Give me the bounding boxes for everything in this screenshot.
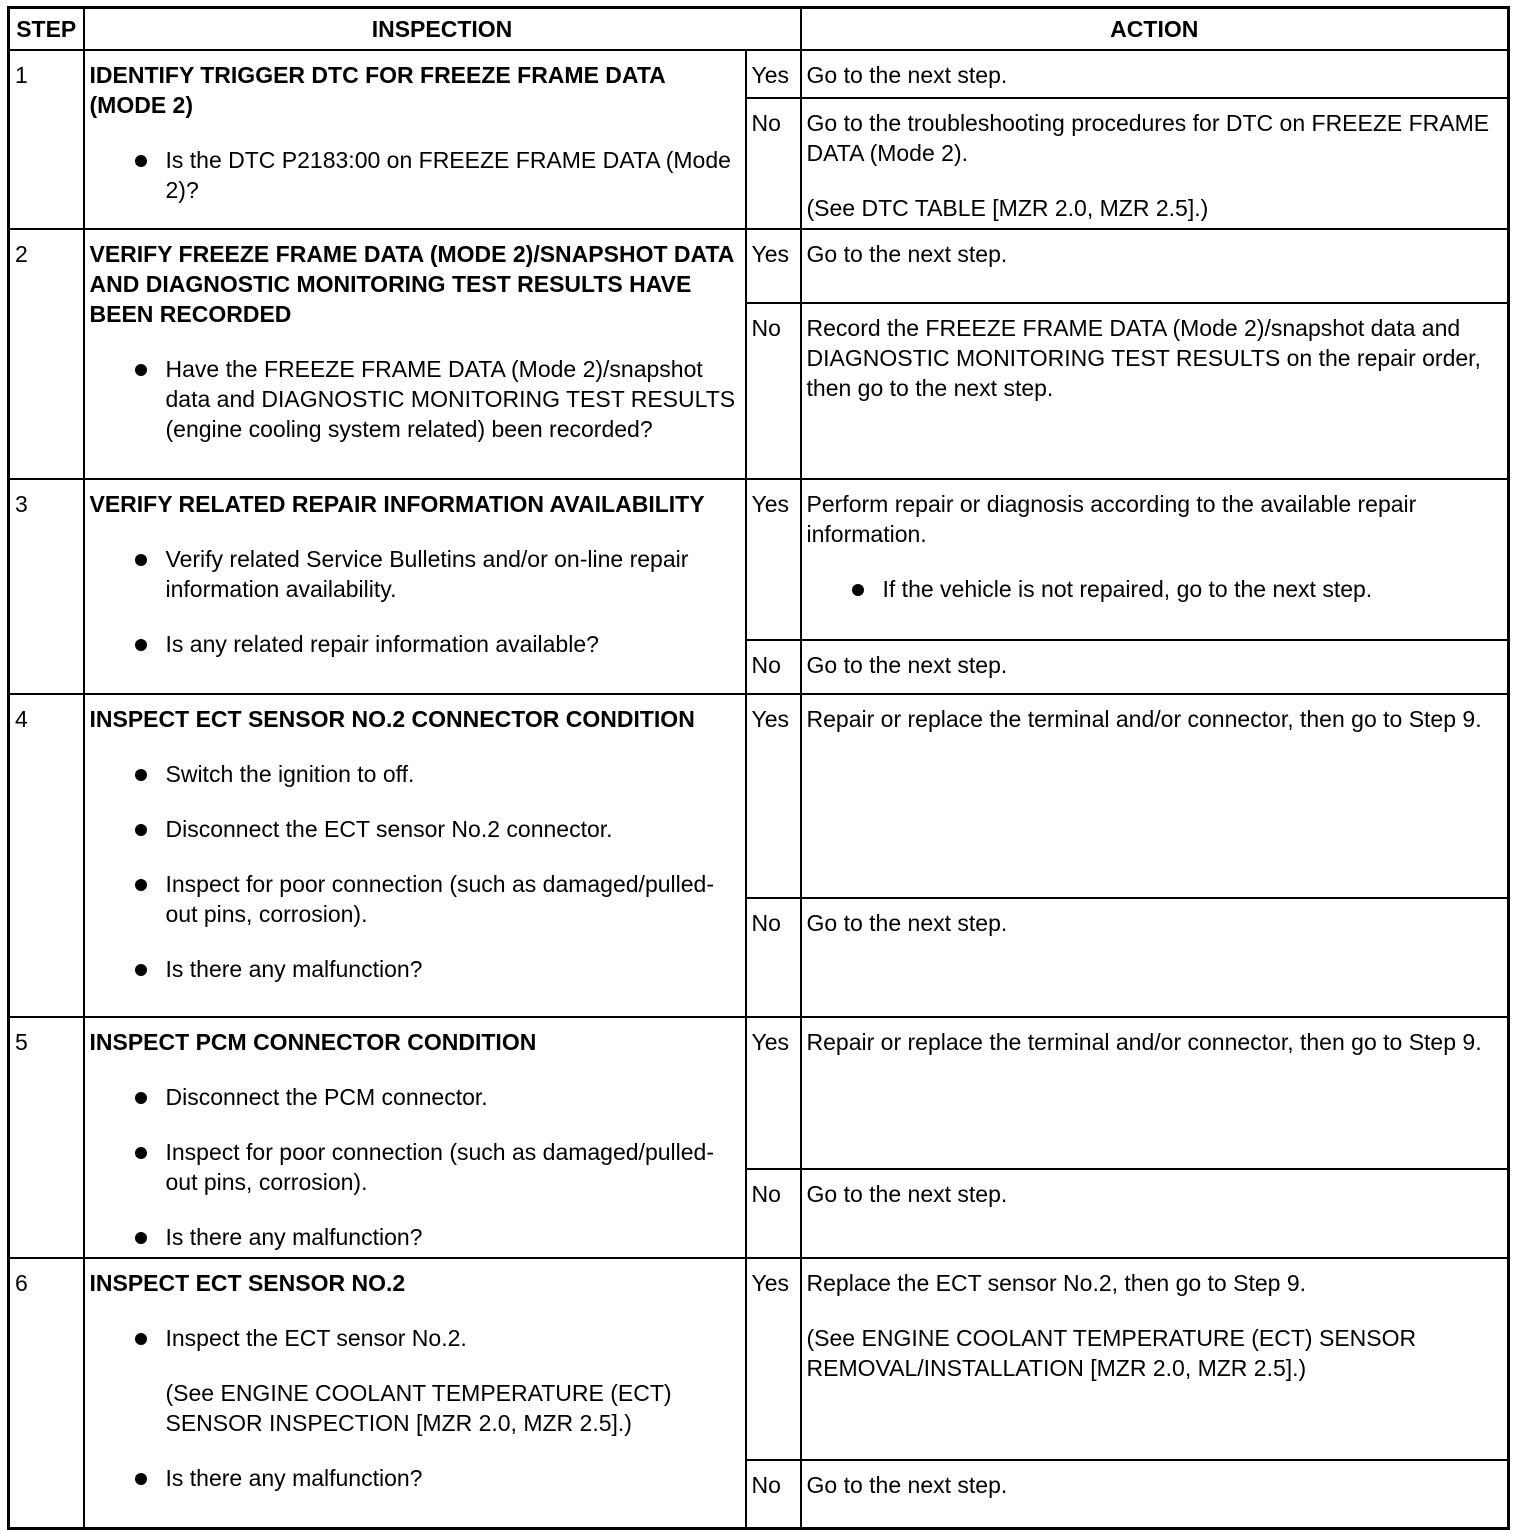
inspection-item: Is the DTC P2183:00 on FREEZE FRAME DATA (Mode 2)?	[90, 145, 740, 205]
header-step: STEP	[9, 8, 84, 51]
inspection-item: Disconnect the PCM connector.	[90, 1082, 740, 1112]
inspection-list	[90, 759, 740, 984]
step-title: VERIFY RELATED REPAIR INFORMATION AVAILABILITY	[89, 491, 705, 517]
inspection-cell	[84, 479, 746, 694]
table-row	[9, 479, 1509, 640]
step-title: INSPECT PCM CONNECTOR CONDITION	[89, 1029, 537, 1055]
no-label: No	[746, 898, 801, 1017]
no-label: No	[746, 1460, 801, 1529]
yes-action: Go to the next step.	[801, 229, 1509, 303]
inspection-cell	[84, 694, 746, 1017]
table-row	[9, 229, 1509, 303]
inspection-item: Is there any malfunction?	[90, 1463, 740, 1493]
no-label: No	[746, 303, 801, 479]
no-label: No	[746, 1169, 801, 1258]
no-action: Go to the next step.	[801, 640, 1509, 694]
reference-link[interactable]: (See ENGINE COOLANT TEMPERATURE (ECT) SENSOR REMOVAL/INSTALLATION [MZR 2.0, MZR 2.5].)	[806, 1325, 1417, 1381]
inspection-cell	[84, 229, 746, 479]
no-action: Go to the next step.	[801, 1169, 1509, 1258]
yes-action: Go to the next step.	[801, 50, 1509, 98]
table-row	[9, 1258, 1509, 1460]
no-action-text: Go to the troubleshooting procedures for DTC on FREEZE FRAME DATA (Mode 2).	[806, 110, 1490, 166]
inspection-item	[90, 1323, 740, 1438]
troubleshooting-table	[7, 6, 1510, 1530]
step-title: IDENTIFY TRIGGER DTC FOR FREEZE FRAME DATA (MODE 2)	[89, 62, 665, 118]
header-inspection: INSPECTION	[84, 8, 801, 51]
step-number: 2	[9, 229, 84, 479]
inspection-item: Have the FREEZE FRAME DATA (Mode 2)/snapshot data and DIAGNOSTIC MONITORING TEST RESULTS (engine cooling system related) been recorded?	[90, 354, 740, 444]
yes-action: Repair or replace the terminal and/or connector, then go to Step 9.	[801, 1017, 1509, 1169]
step-number: 3	[9, 479, 84, 694]
inspection-list	[90, 1082, 740, 1252]
no-action: Go to the next step.	[801, 1460, 1509, 1529]
no-action: Go to the next step.	[801, 898, 1509, 1017]
inspection-item: Inspect for poor connection (such as damaged/pulled-out pins, corrosion).	[90, 869, 740, 929]
inspection-item: Is any related repair information available?	[90, 629, 740, 659]
table-row	[9, 1017, 1509, 1169]
inspection-item: Switch the ignition to off.	[90, 759, 740, 789]
step-number: 5	[9, 1017, 84, 1258]
step-number: 4	[9, 694, 84, 1017]
inspection-list	[90, 544, 740, 659]
inspection-item: Verify related Service Bulletins and/or on-line repair information availability.	[90, 544, 740, 604]
inspection-cell	[84, 50, 746, 229]
step-title: INSPECT ECT SENSOR NO.2	[89, 1270, 406, 1296]
yes-label: Yes	[746, 694, 801, 898]
yes-label: Yes	[746, 50, 801, 98]
no-label: No	[746, 640, 801, 694]
no-label: No	[746, 98, 801, 229]
no-action: Record the FREEZE FRAME DATA (Mode 2)/snapshot data and DIAGNOSTIC MONITORING TEST RESULTS on the repair order, then go to the next step.	[801, 303, 1509, 479]
action-list	[807, 574, 1503, 604]
header-row	[9, 8, 1509, 51]
reference-link[interactable]: (See ENGINE COOLANT TEMPERATURE (ECT) SENSOR INSPECTION [MZR 2.0, MZR 2.5].)	[165, 1380, 672, 1436]
step-title: INSPECT ECT SENSOR NO.2 CONNECTOR CONDITION	[89, 706, 695, 732]
yes-label: Yes	[746, 1017, 801, 1169]
yes-action-text: Perform repair or diagnosis according to the available repair information.	[806, 491, 1417, 547]
inspection-cell	[84, 1017, 746, 1258]
inspection-cell	[84, 1258, 746, 1529]
no-action	[801, 98, 1509, 229]
action-item: If the vehicle is not repaired, go to the next step.	[807, 574, 1503, 604]
reference-link[interactable]: (See DTC TABLE [MZR 2.0, MZR 2.5].)	[806, 195, 1209, 221]
step-number: 6	[9, 1258, 84, 1529]
inspection-item-text: Inspect the ECT sensor No.2.	[165, 1325, 467, 1351]
yes-label: Yes	[746, 229, 801, 303]
inspection-list	[90, 1323, 740, 1493]
inspection-list	[90, 145, 740, 205]
inspection-item: Disconnect the ECT sensor No.2 connector.	[90, 814, 740, 844]
step-title: VERIFY FREEZE FRAME DATA (MODE 2)/SNAPSHOT DATA AND DIAGNOSTIC MONITORING TEST RESULTS HAVE BEEN RECORDED	[89, 241, 734, 327]
inspection-item: Inspect for poor connection (such as damaged/pulled-out pins, corrosion).	[90, 1137, 740, 1197]
yes-label: Yes	[746, 1258, 801, 1460]
inspection-item: Is there any malfunction?	[90, 954, 740, 984]
table-row	[9, 694, 1509, 898]
inspection-list	[90, 354, 740, 444]
inspection-item: Is there any malfunction?	[90, 1222, 740, 1252]
yes-action: Repair or replace the terminal and/or connector, then go to Step 9.	[801, 694, 1509, 898]
step-number: 1	[9, 50, 84, 229]
yes-action-text: Replace the ECT sensor No.2, then go to Step 9.	[806, 1270, 1307, 1296]
header-action: ACTION	[801, 8, 1509, 51]
yes-action	[801, 479, 1509, 640]
yes-action	[801, 1258, 1509, 1460]
yes-label: Yes	[746, 479, 801, 640]
table-row	[9, 50, 1509, 98]
